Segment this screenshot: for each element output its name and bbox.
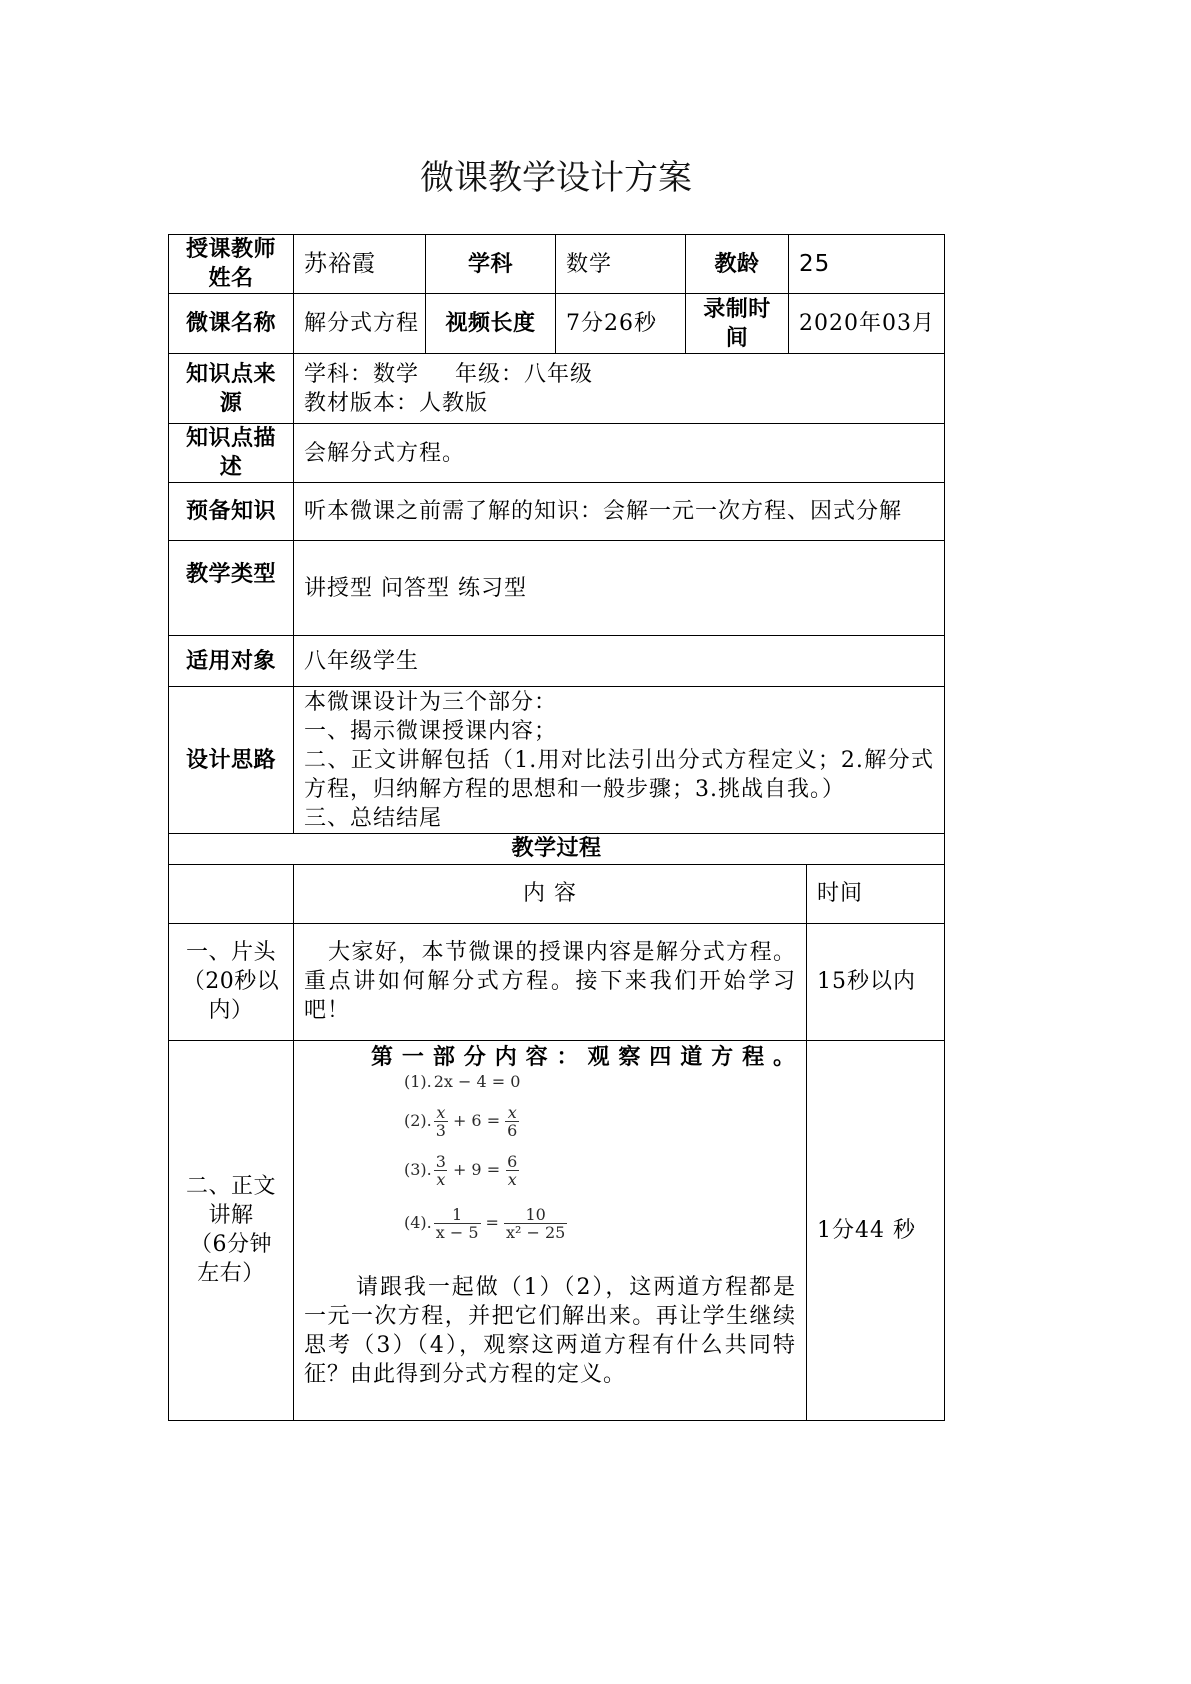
intro-stage-line: 一、片头 bbox=[185, 940, 276, 965]
equation-operator: + 9 = bbox=[452, 1160, 501, 1179]
knowledge-description-value: 会解分式方程。 bbox=[294, 424, 945, 483]
design-line: 方程，归纳解方程的思想和一般步骤；3.挑战自我。） bbox=[304, 776, 845, 802]
knowledge-source-label bbox=[169, 354, 294, 424]
row-process-heading bbox=[169, 834, 945, 864]
equation-expression: 2x − 4 = 0 bbox=[433, 1071, 521, 1091]
stage-header-cell bbox=[169, 864, 294, 923]
equation-operator: + 6 = bbox=[452, 1111, 501, 1130]
main-stage-line: 左右） bbox=[197, 1261, 265, 1286]
video-length-label: 视频长度 bbox=[426, 294, 556, 354]
knowledge-description-label-line: 述 bbox=[219, 455, 243, 480]
document-title: 微课教学设计方案 bbox=[420, 158, 692, 198]
audience-label: 适用对象 bbox=[169, 636, 294, 687]
record-date-label bbox=[686, 294, 789, 354]
main-stage bbox=[169, 1040, 294, 1420]
numerator: 1 bbox=[452, 1204, 463, 1224]
knowledge-description-label-line: 知识点描 bbox=[185, 426, 276, 451]
lesson-plan-table bbox=[168, 234, 944, 1421]
main-line: 思考（3）（4），观察这两道方程有什么共同特 bbox=[304, 1332, 796, 1358]
row-intro bbox=[169, 923, 945, 1040]
row-course bbox=[169, 294, 945, 354]
source-textbook: 教材版本：人教版 bbox=[304, 390, 489, 416]
intro-stage-line: （20秒以 bbox=[182, 969, 280, 994]
source-subject: 学科：数学 bbox=[304, 361, 420, 387]
audience-value: 八年级学生 bbox=[294, 636, 945, 687]
design-line: 本微课设计为三个部分： bbox=[304, 689, 558, 715]
teacher-label-line: 姓名 bbox=[208, 266, 254, 291]
row-prerequisite bbox=[169, 483, 945, 541]
numerator: 3 bbox=[435, 1151, 446, 1171]
content-header: 内 容 bbox=[294, 864, 807, 923]
process-heading: 教学过程 bbox=[169, 834, 945, 864]
row-knowledge-source bbox=[169, 354, 945, 424]
info-table bbox=[168, 234, 945, 834]
design-label: 设计思路 bbox=[169, 687, 294, 834]
intro-line: 重点讲如何解分式方程。接下来我们开始学习 bbox=[304, 969, 796, 994]
intro-line: 大家好，本节微课的授课内容是解分式方程。 bbox=[328, 940, 796, 965]
subject-label: 学科 bbox=[426, 235, 556, 294]
row-process-header bbox=[169, 864, 945, 923]
equation-number: (3). bbox=[404, 1160, 432, 1179]
row-main bbox=[169, 1040, 945, 1420]
denominator: x² − 25 bbox=[505, 1222, 566, 1242]
knowledge-source-value bbox=[294, 354, 945, 424]
design-line: 二、正文讲解包括（1.用对比法引出分式方程定义；2.解分式 bbox=[304, 747, 934, 773]
knowledge-description-label bbox=[169, 424, 294, 483]
main-time: 1分44 秒 bbox=[807, 1040, 945, 1420]
teacher-label bbox=[169, 235, 294, 294]
main-content bbox=[294, 1040, 807, 1420]
record-date-value: 2020年03月 bbox=[789, 294, 945, 354]
main-line: 一元一次方程，并把它们解出来。再让学生继续 bbox=[304, 1303, 796, 1329]
fraction-right bbox=[505, 1153, 519, 1188]
row-audience bbox=[169, 636, 945, 687]
row-teacher bbox=[169, 235, 945, 294]
row-design bbox=[169, 687, 945, 834]
knowledge-source-label-line: 源 bbox=[219, 390, 243, 416]
denominator: 3 bbox=[435, 1120, 446, 1140]
course-name-value: 解分式方程 bbox=[294, 294, 426, 354]
numerator: x bbox=[436, 1102, 446, 1122]
equation-number: (4). bbox=[404, 1213, 432, 1232]
main-line: 请跟我一起做（1）（2），这两道方程都是 bbox=[356, 1274, 796, 1300]
equation-3 bbox=[404, 1153, 796, 1188]
design-value bbox=[294, 687, 945, 834]
part-one-heading: 第一部分内容：观察四道方程。 bbox=[371, 1044, 796, 1070]
denominator: x bbox=[436, 1169, 446, 1189]
row-teaching-type bbox=[169, 541, 945, 636]
source-subject-grade-line bbox=[304, 360, 934, 389]
fraction-right bbox=[504, 1206, 567, 1241]
teaching-age-value: 25 bbox=[789, 235, 945, 294]
fraction-left bbox=[434, 1206, 481, 1241]
intro-time: 15秒以内 bbox=[807, 923, 945, 1040]
main-stage-line: （6分钟 bbox=[190, 1232, 272, 1257]
equation-operator: = bbox=[485, 1213, 499, 1232]
teacher-name: 苏裕霞 bbox=[294, 235, 426, 294]
video-length-value: 7分26秒 bbox=[556, 294, 686, 354]
teaching-type-label: 教学类型 bbox=[169, 541, 294, 636]
intro-stage-line: 内） bbox=[208, 998, 254, 1023]
subject-value: 数学 bbox=[556, 235, 686, 294]
fraction-left bbox=[434, 1104, 448, 1139]
equation-2 bbox=[404, 1104, 796, 1139]
teaching-age-label: 教龄 bbox=[686, 235, 789, 294]
equation-1 bbox=[404, 1072, 796, 1092]
course-name-label: 微课名称 bbox=[169, 294, 294, 354]
design-line: 三、总结结尾 bbox=[304, 805, 443, 831]
main-paragraph bbox=[304, 1273, 796, 1389]
record-date-label-line: 录制时 bbox=[703, 296, 771, 322]
teacher-label-line: 授课教师 bbox=[185, 237, 276, 262]
prerequisite-value: 听本微课之前需了解的知识：会解一元一次方程、因式分解 bbox=[294, 483, 945, 541]
equation-list bbox=[404, 1072, 796, 1241]
numerator: 6 bbox=[507, 1151, 518, 1171]
equation-number: (1). bbox=[404, 1071, 432, 1091]
prerequisite-label: 预备知识 bbox=[169, 483, 294, 541]
design-line: 一、揭示微课授课内容； bbox=[304, 718, 558, 744]
process-table bbox=[168, 834, 945, 1421]
equation-4 bbox=[404, 1206, 796, 1241]
denominator: x bbox=[507, 1169, 517, 1189]
record-date-label-line: 间 bbox=[725, 325, 749, 351]
fraction-right bbox=[505, 1104, 519, 1139]
intro-stage bbox=[169, 923, 294, 1040]
denominator: x − 5 bbox=[435, 1222, 479, 1242]
fraction-left bbox=[434, 1153, 448, 1188]
intro-content bbox=[294, 923, 807, 1040]
main-stage-line: 二、正文 bbox=[185, 1174, 276, 1199]
main-line: 征？由此得到分式方程的定义。 bbox=[304, 1361, 627, 1387]
main-stage-line: 讲解 bbox=[208, 1203, 254, 1228]
source-grade: 年级：八年级 bbox=[455, 361, 594, 387]
intro-line: 吧！ bbox=[304, 998, 351, 1023]
row-knowledge-description bbox=[169, 424, 945, 483]
numerator: x bbox=[507, 1102, 517, 1122]
equation-number: (2). bbox=[404, 1111, 432, 1130]
numerator: 10 bbox=[525, 1204, 546, 1224]
knowledge-source-label-line: 知识点来 bbox=[185, 361, 276, 387]
denominator: 6 bbox=[507, 1120, 518, 1140]
time-header: 时间 bbox=[807, 864, 945, 923]
teaching-type-value: 讲授型 问答型 练习型 bbox=[294, 541, 945, 636]
